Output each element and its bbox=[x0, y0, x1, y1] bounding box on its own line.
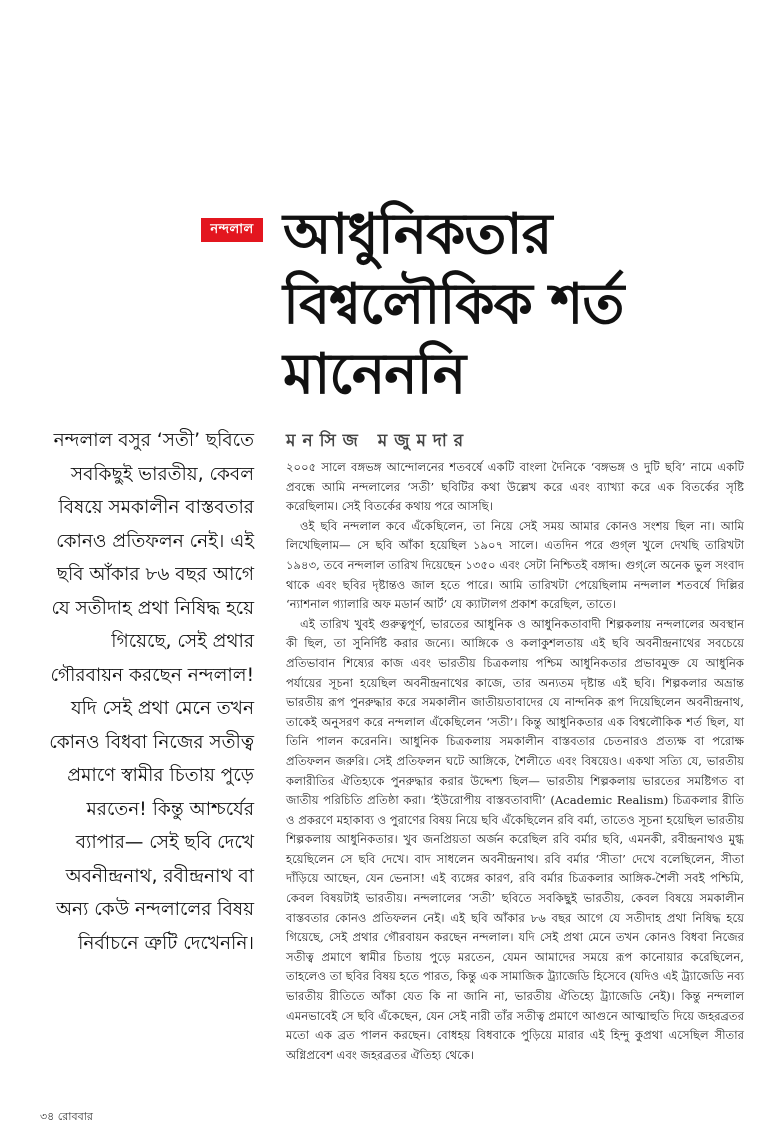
pull-quote: নন্দলাল বসুর ‘সতী’ ছবিতে সবকিছুই ভারতীয়, কেবল বিষয়ে সমকালীন বাস্তবতার কোনও প্রতিফলন নেই। এই ছবি আঁকার ৮৬ বছর আগে যে সতীদাহ প্রথা নিষিদ্ধ হয়ে গিয়েছে, সেই প্রথার গৌরবায়ন করছেন নন্দলাল! যদি সেই প্রথা মেনে তখন কোনও বিধবা নিজের সতীত্ব প্রমাণে স্বামীর চিতায় পুড়ে মরতেন! কিন্তু আশ্চর্যের ব্যাপার— সেই ছবি দেখে অবনীন্দ্রনাথ, রবীন্দ্রনাথ বা অন্য কেউ নন্দলালের বিষয় নির্বাচনে ত্রুটি দেখেননি। bbox=[49, 430, 254, 954]
article-paragraph: ২০০৫ সালে বঙ্গভঙ্গ আন্দোলনের শতবর্ষে একটি বাংলা দৈনিকে ‘বঙ্গভঙ্গ ও দুটি ছবি’ নামে একটি প্রবন্ধে আমি নন্দলালের ‘সতী’ ছবিটির কথা উল্লেখ করে এবং ব্যাখ্যা করে এক বিতর্কের সৃষ্টি করেছিলাম। সেই বিতর্কের কথায় পরে আসছি। bbox=[286, 460, 744, 514]
headline-line-1: আধুনিকতার bbox=[283, 202, 552, 267]
article-paragraph: এই তারিখ খুবই গুরুত্বপূর্ণ, ভারতের আধুনিক ও আধুনিকতাবাদী শিল্পকলায় নন্দলালের অবস্থান কী ছিল, তা সুনির্দিষ্ট করার জন্যে। আঙ্গিকে ও কলাকুশলতায় এই ছবি অবনীন্দ্রনাথের সবচেয়ে প্রতিভাবান শিষ্যের কাজ এবং ভারতীয় চিত্রকলায় পশ্চিম আধুনিকতার প্রভাবমুক্ত যে আধুনিক পর্যায়ের সূচনা হয়েছিল অবনীন্দ্রনাথের কাজে, তার অন্যতম দৃষ্টান্ত এই ছবি। শিল্পকলার অভ্রান্ত ভারতীয় রূপ পুনরুদ্ধার করে সমকালীন জাতীয়তাবাদের যে নান্দনিক রূপ দিয়েছিলেন অবনীন্দ্রনাথ, তাকেই অনুসরণ করে নন্দলাল এঁকেছিলেন ‘সতী’। কিন্তু আধুনিকতার এক বিশ্বলৌকিক শর্ত ছিল, যা তিনি পালন করেননি। আধুনিক চিত্রকলায় সমকালীন বাস্তবতার চেতনারও প্রত্যক্ষ বা পরোক্ষ প্রতিফলন জরুরি। সেই প্রতিফলন ঘটে আঙ্গিকে, শৈলীতে এবং বিষয়েও। একথা সত্যি যে, ভারতীয় কলারীতির ঐতিহ্যকে পুনরুদ্ধার করার উদ্দেশ্য ছিল— ভারতীয় শিল্পকলায় ভারতের সমষ্টিগত বা জাতীয় পরিচিতি প্রতিষ্ঠা করা। ‘ইউরোপীয় বাস্তবতাবাদী’ (Academic Realism) চিত্রকলার রীতি ও প্রকরণে মহাকাব্য ও পুরাণের বিষয় নিয়ে ছবি এঁকেছিলেন রবি বর্মা, তাতেও সূচনা হয়েছিল ভারতীয় শিল্পকলায় আধুনিকতার। খুব জনপ্রিয়তা অর্জন করেছিল রবি বর্মার ছবি, এমনকী, রবীন্দ্রনাথও মুগ্ধ হয়েছিলেন সে ছবি দেখে। বাদ সাধলেন অবনীন্দ্রনাথ। রবি বর্মার ‘সীতা’ দেখে বলেছিলেন, সীতা দাঁড়িয়ে আছেন, যেন ভেনাস! এই ব্যঙ্গের কারণ, রবি বর্মার চিত্রকলার আঙ্গিক-শৈলী সবই পশ্চিমি, কেবল বিষয়টাই ভারতীয়। নন্দলালের ‘সতী’ ছবিতে সবকিছুই ভারতীয়, কেবল বিষয়ে সমকালীন বাস্তবতার কোনও প্রতিফলন নেই। এই ছবি আঁকার ৮৬ বছর আগে যে সতীদাহ প্রথা নিষিদ্ধ হয়ে গিয়েছে, সেই প্রথার গৌরবায়ন করছেন নন্দলাল। যদি সেই প্রথা মেনে তখন কোনও বিধবা নিজের সতীত্ব প্রমাণে স্বামীর চিতায় পুড়ে মরতেন, যেমন আমাদের সময়ে রূপ কানোয়ার করেছিলেন, তাহলেও তা ছবির বিষয় হতে পারত, কিন্তু এক সামাজিক ট্র্যাজেডি হিসেবে (যদিও এই ট্র্যাজেডি নব্য ভারতীয় রীতিতে আঁকা যেত কি না জানি না, ভারতীয় ঐতিহ্যে ট্র্যাজেডি নেই)। কিন্তু নন্দলাল এমনভাবেই সে ছবি এঁকেছেন, যেন সেই নারী তাঁর সতীত্ব প্রমাণে আগুনে আত্মাহুতি দিয়ে জহরব্রতর মতো এক ব্রত পালন করছেন। বোধহয় বিধবাকে পুড়িয়ে মারার এই হিন্দু কুপ্রথা এসেছিল সীতার অগ্নিপ্রবেশ এবং জহরব্রতর ঐতিহ্য থেকে। bbox=[286, 616, 744, 1062]
headline bbox=[283, 200, 753, 410]
author-byline: মনসিজ মজুমদার bbox=[286, 431, 471, 451]
page-folio: ৩৪ রোববার bbox=[40, 1110, 93, 1123]
section-tag: নন্দলাল bbox=[201, 218, 263, 242]
article-body bbox=[286, 458, 744, 1065]
headline-line-3: মানেননি bbox=[283, 342, 466, 407]
article-paragraph: ওই ছবি নন্দলাল কবে এঁকেছিলেন, তা নিয়ে সেই সময় আমার কোনও সংশয় ছিল না। আমি লিখেছিলাম— সে ছবি আঁকা হয়েছিল ১৯০৭ সালে। এতদিন পরে গুগ্‌ল খুলে দেখছি তারিখটা ১৯৪৩, তবে নন্দলাল তারিখ দিয়েছেন ১৩৫০ এবং সেটা নিশ্চিতই বঙ্গাব্দ। গুগ্‌লে অনেক ভুল সংবাদ থাকে এবং ছবির দৃষ্টান্তও জাল হতে পারে। আমি তারিখটা পেয়েছিলাম নন্দলাল শতবর্ষে দিল্লির ‘ন্যাশনাল গ্যালারি অফ মডার্ন আর্ট’ যে ক্যাটালগ প্রকাশ করেছিল, তাতে। bbox=[286, 518, 744, 612]
headline-line-2: বিশ্বলৌকিক শর্ত bbox=[283, 272, 624, 337]
